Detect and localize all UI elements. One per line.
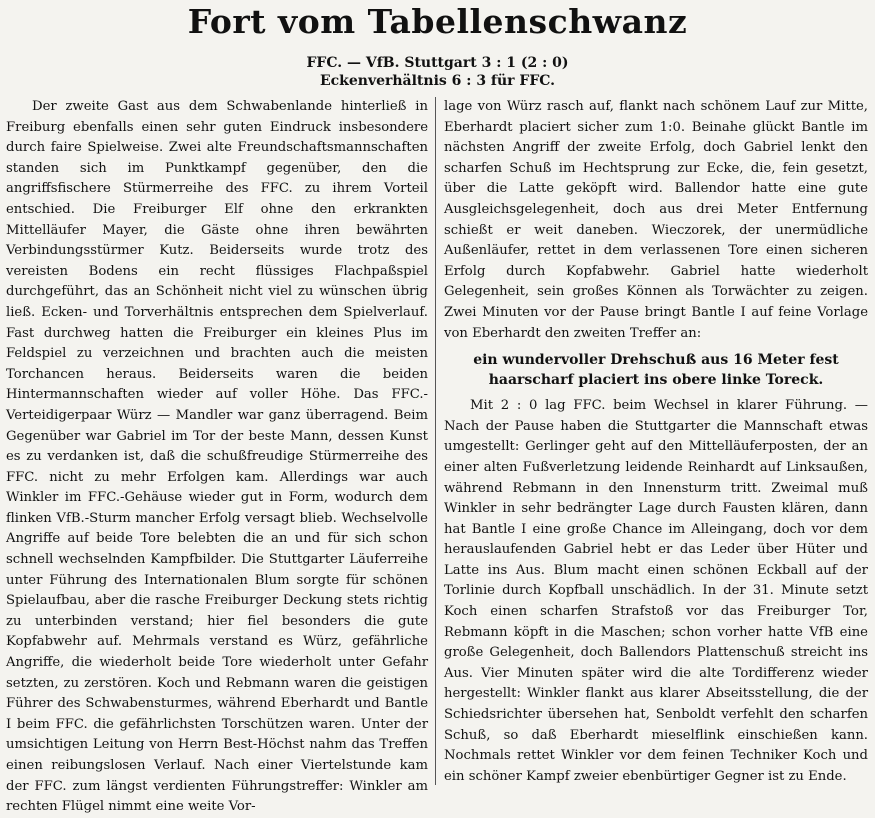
right-column-paragraph-2: Mit 2 : 0 lag FFC. beim Wechsel in klarer Führung. — Nach der Pause haben die Stuttgarter die Mannschaft etwas umgestellt: Gerlinger geht auf den Mittelläuferposten, der an einer alten Fußverletzung leidende Reinhardt auf Linksaußen, während Rebmann in den Innensturm tritt. Zweimal muß Winkler in sehr bedrängter Lage durch Fausten klären, dann hat Bantle I eine große Chance im Alleingang, doch vor dem herauslaufenden Gabriel hebt er das Leder über Hüter und Latte ins Aus. Blum macht einen schönen Eckball auf der Torlinie durch Kopfball unschädlich. In der 31. Minute setzt Koch einen scharfen Strafstoß vor das Freiburger Tor, Rebmann köpft in die Maschen; schon vorher hatte VfB eine große Gelegenheit, doch Ballendors Plattenschuß streicht ins Aus. Vier Minuten später wird die alte Tordifferenz wieder hergestellt: Winkler flankt aus klarer Abseitsstellung, die der Schiedsrichter übersehen hat, Senboldt verfehlt den scharfen Schuß, so daß Eberhardt mieselflink einschießen kann. Nochmals rettet Winkler vor dem feinen Techniker Koch und ein schöner Kampf zweier ebenbürtiger Gegner ist zu Ende.	[444, 398, 868, 784]
article-headline: Fort vom Tabellenschwanz	[187, 2, 688, 41]
match-result-line: FFC. — VfB. Stuttgart 3 : 1 (2 : 0)	[306, 55, 569, 71]
left-column-paragraph: Der zweite Gast aus dem Schwabenlande hinterließ in Freiburg ebenfalls einen sehr guten Eindruck insbesondere durch faire Spielweise. Zwei alte Freundschaftsmannschaften standen sich im Punktkampf gegenüber, den die angriffsfischere Stürmerreihe des FFC. zu ihrem Vorteil entschied. Die Freiburger Elf ohne den erkrankten Mittelläufer Mayer, die Gäste ohne ihren bewährten Verbindungsstürmer Kutz. Beiderseits wurde trotz des vereisten Bodens ein recht flüssiges Flachpaßspiel durchgeführt, das an Schönheit nicht viel zu wünschen übrig ließ. Ecken- und Torverhältnis entsprechen dem Spielverlauf. Fast durchweg hatten die Freiburger ein kleines Plus im Feldspiel zu verzeichnen und brachten auch die meisten Torchancen heraus. Beiderseits waren die beiden Hintermannschaften wieder auf voller Höhe. Das FFC.-Verteidigerpaar Würz — Mandler war ganz überragend. Beim Gegenüber war Gabriel im Tor der beste Mann, dessen Kunst es zu verdanken ist, daß die schußfreudige Stürmerreihe des FFC. nicht zu mehr Erfolgen kam. Allerdings war auch Winkler im FFC.-Gehäuse wieder gut in Form, wodurch dem flinken VfB.-Sturm mancher Erfolg versagt blieb. Wechselvolle Angriffe auf beide Tore belebten die an und für sich schon schnell wechselnden Kampfbilder. Die Stuttgarter Läuferreihe unter Führung des Internationalen Blum sorgte für schönen Spielaufbau, aber die rasche Freiburger Deckung stets richtig zu unterbinden verstand; hier fiel besonders die gute Kopfabwehr auf. Mehrmals verstand es Würz, gefährliche Angriffe, die wiederholt beide Tore wiederholt unter Gefahr setzten, zu zerstören. Koch und Rebmann waren die geistigen Führer des Schwabensturmes, während Eberhardt und Bantle I beim FFC. die gefährlichsten Torschützen waren. Unter der umsichtigen Leitung von Herrn Best-Höchst nahm das Treffen einen reibungslosen Verlauf. Nach einer Viertelstunde kam der FFC. zum längst verdienten Führungstreffer: Winkler am rechten Flügel nimmt eine weite Vor-	[6, 99, 428, 815]
goal-subheading: ein wundervoller Drehschuß aus 16 Meter fest haarscharf placiert ins obere linke Toreck.	[473, 352, 839, 389]
right-column-paragraph-1: lage von Würz rasch auf, flankt nach schönem Lauf zur Mitte, Eberhardt placiert sicher zum 1:0. Beinahe glückt Bantle im nächsten Angriff der zweite Erfolg, doch Gabriel lenkt den scharfen Schuß im Hechtsprung zur Ecke, die, fein gesetzt, über die Latte geköpft wird. Ballendor hatte eine gute Ausgleichsgelegenheit, doch aus drei Meter Entfernung schießt er weit daneben. Wieczorek, der unermüdliche Außenläufer, rettet in dem verlassenen Tore einen sicheren Erfolg durch Kopfabwehr. Gabriel hatte wiederholt Gelegenheit, sein großes Können als Torwächter zu zeigen. Zwei Minuten vor der Pause bringt Bantle I auf feine Vorlage von Eberhardt den zweiten Treffer an:	[444, 99, 868, 341]
corner-ratio-line: Eckenverhältnis 6 : 3 für FFC.	[319, 73, 556, 89]
column-divider	[435, 97, 436, 785]
right-column	[444, 97, 868, 785]
left-column	[6, 97, 428, 815]
